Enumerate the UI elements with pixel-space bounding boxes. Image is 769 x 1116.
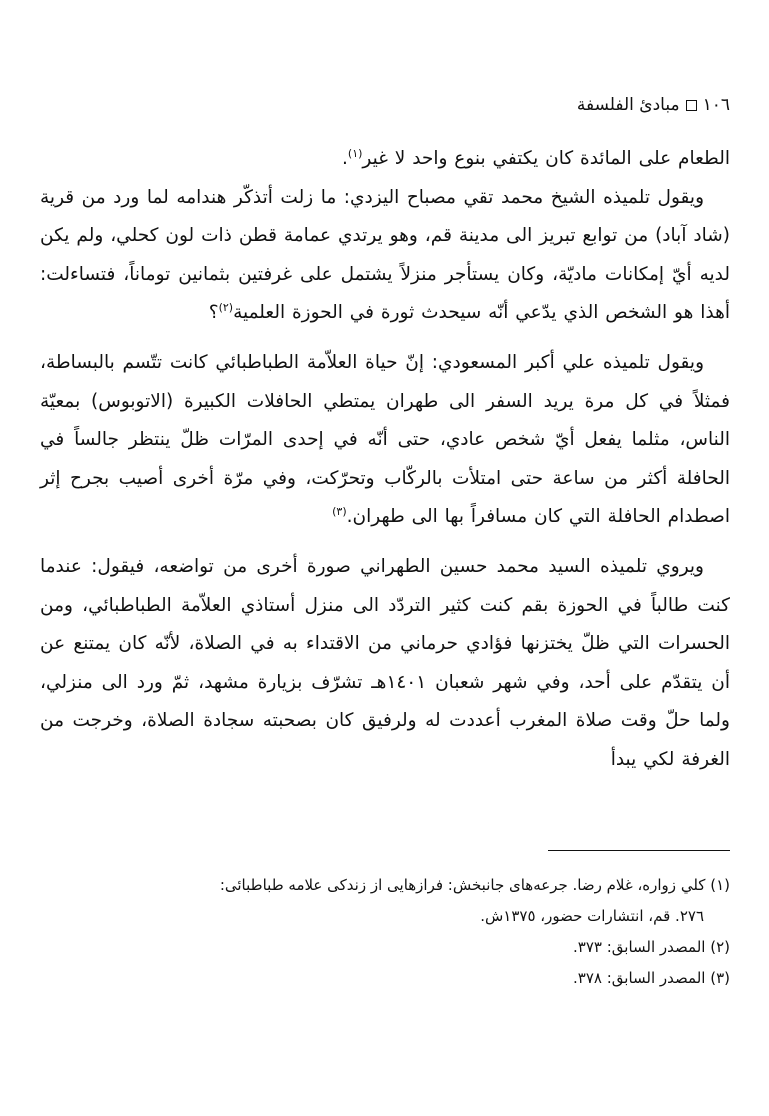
footnote-text: المصدر السابق: ٣٧٣. xyxy=(572,938,706,956)
book-title: مبادئ الفلسفة xyxy=(576,95,680,115)
paragraph-3: ويقول تلميذه علي أكبر المسعودي: إنّ حياة العلاّمة الطباطبائي كانت تتّسم بالبساطة، فمثلاً في كل مرة يريد السفر الى طهران يمتطي الحافلات الكبيرة (الاتوبوس) بمعيّة الناس، مثلما يفعل أيّ شخص عادي، حتى أنّه في إحدى المرّات ظلّ ينتظر جالساً في الحافلة أكثر من ساعة حتى امتلأت بالركّاب وتحرّكت، وفي مرّة أخرى أصيب بجرح إثر اصطدام الحافلة التي كان مسافراً بها الى طهران.$^{(٣)}$ xyxy=(40,351,730,528)
page-number: ١٠٦ xyxy=(702,95,730,115)
footnote-ref-3: (٣) xyxy=(332,505,347,519)
footnote-ref-2: (٢) xyxy=(218,301,234,315)
footnote-number: (٣) xyxy=(710,969,730,987)
paragraph-4: ويروي تلميذه السيد محمد حسين الطهراني صورة أخرى من تواضعه، فيقول: عندما كنت طالباً في الحوزة بقم كنت كثير التردّد الى منزل أستاذي العلاّمة الطباطبائي، ومن الحسرات التي ظلّ يختزنها فؤادي حرماني من الاقتداء به في الصلاة، لأنّه كان يمتنع عن أن يتقدّم على أحد، وفي شهر شعبان ١٤٠١هـ تشرّف بزيارة مشهد، ثمّ ورد الى منزلي، ولما حلّ وقت صلاة المغرب أعددت له ولرفيق كان بصحبته سجادة الصلاة، وخرجت من الغرفة لكي يبدأ xyxy=(40,555,731,770)
paragraph-1: الطعام على المائدة كان يكتفي بنوع واحد لا غير$^{(١)}$. xyxy=(342,146,730,169)
footnote-1-continuation: ٢٧٦. قم، انتشارات حضور، ١٣٧٥ش. xyxy=(480,907,704,925)
book-page xyxy=(40,0,730,1116)
header-square-ornament xyxy=(686,100,697,111)
footnote-text: المصدر السابق: ٣٧٨. xyxy=(572,969,706,987)
footnote-number: (١) xyxy=(710,876,730,894)
footnote-3 xyxy=(40,963,730,994)
body-text xyxy=(40,140,730,780)
footnote-2 xyxy=(40,932,730,963)
footnote-1 xyxy=(40,870,730,901)
footnote-divider xyxy=(548,850,730,851)
running-header xyxy=(577,93,730,117)
footnotes xyxy=(40,870,730,994)
footnote-number: (٢) xyxy=(710,938,730,956)
paragraph-2: ويقول تلميذه الشيخ محمد تقي مصباح اليزدي: ما زلت أتذكّر هندامه لما ورد من قرية (شاد آباد) من توابع تبريز الى مدينة قم، وهو يرتدي عمامة قطن ذات لون كحلي، ولم يكن لديه أيّ إمكانات ماديّة، وكان يستأجر منزلاً يشتمل على غرفتين بثمانين توماناً، فتساءلت: أهذا هو الشخص الذي يدّعي أنّه سيحدث ثورة في الحوزة العلمية$^{(٢)}$؟ xyxy=(40,186,730,324)
footnote-ref-1: (١) xyxy=(347,146,363,160)
footnote-text: كلي زواره، غلام رضا. جرعه‌هاى جانبخش: فرازهايى از زندكى علامه طباطبائى: xyxy=(219,876,706,894)
